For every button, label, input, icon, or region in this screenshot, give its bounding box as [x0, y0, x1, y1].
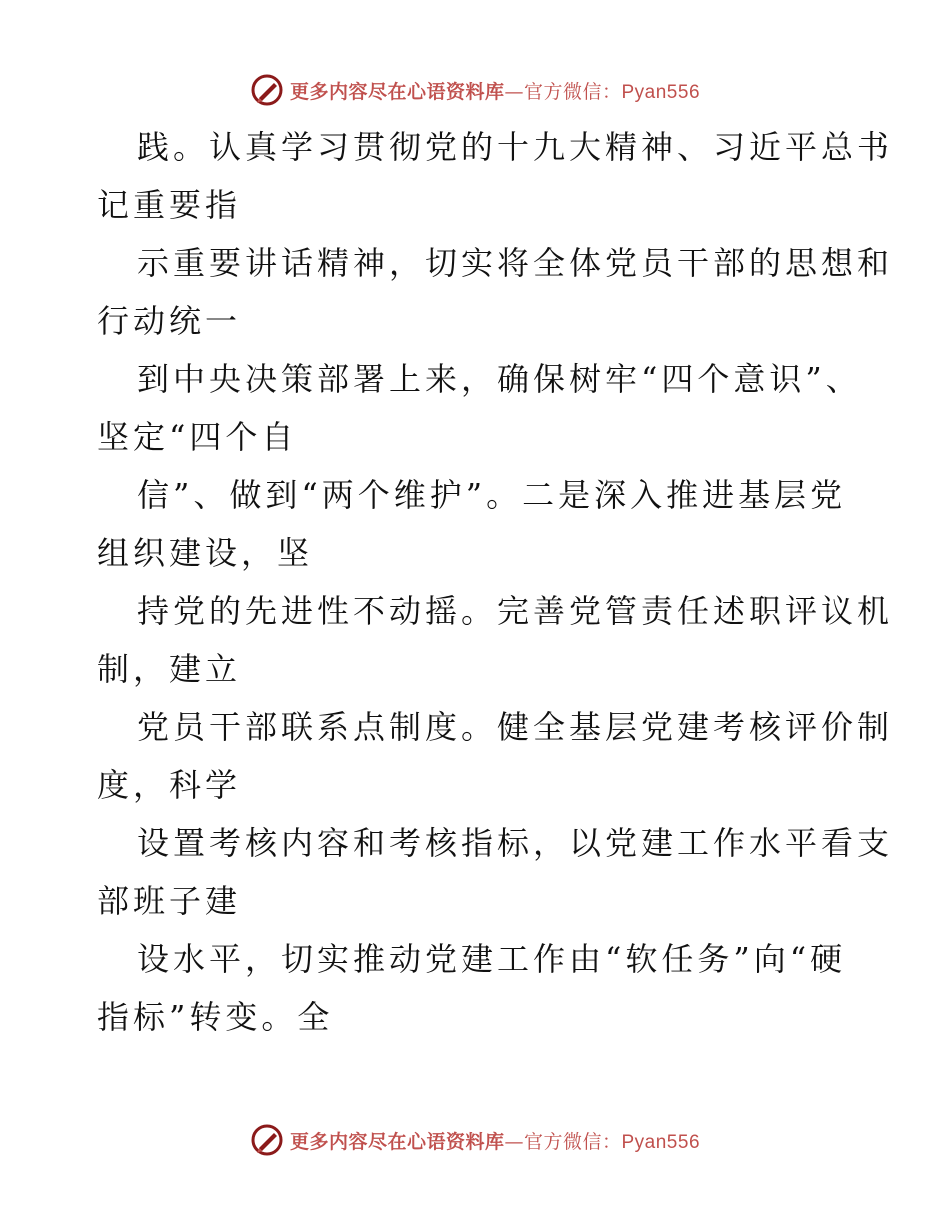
text-line: 信”、做到“两个维护”。二是深入推进基层党 — [137, 476, 847, 514]
watermark-wechat-id: Pyan556 — [621, 1131, 701, 1153]
paragraph — [97, 582, 894, 698]
text-line: 度，科学 — [97, 766, 242, 804]
text-line: 设水平，切实推动党建工作由“软任务”向“硬 — [137, 940, 847, 978]
paragraph — [97, 234, 894, 350]
watermark-text — [290, 1127, 700, 1154]
header-watermark — [0, 70, 950, 110]
pen-logo-icon — [250, 1123, 284, 1157]
document-body — [97, 118, 894, 1046]
text-line: 示重要讲话精神，切实将全体党员干部的思想和 — [137, 244, 894, 282]
text-line: 部班子建 — [97, 882, 242, 920]
footer-watermark — [0, 1120, 950, 1160]
paragraph — [97, 814, 894, 930]
watermark-wechat-label: 官方微信： — [523, 80, 622, 103]
text-line: 践。认真学习贯彻党的十九大精神、习近平总书 — [137, 128, 894, 166]
watermark-main: 更多内容尽在心语资料库 — [289, 80, 505, 103]
text-line: 坚定“四个自 — [97, 418, 298, 456]
watermark-wechat-id: Pyan556 — [621, 81, 701, 103]
text-line: 党员干部联系点制度。健全基层党建考核评价制 — [137, 708, 894, 746]
text-line: 组织建设，坚 — [97, 534, 314, 572]
pen-logo-icon — [250, 73, 284, 107]
paragraph — [97, 930, 857, 1046]
paragraph — [97, 466, 857, 582]
paragraph — [97, 350, 862, 466]
text-line: 指标”转变。全 — [97, 998, 334, 1036]
text-line: 行动统一 — [97, 302, 242, 340]
watermark-text — [290, 77, 700, 104]
watermark-dash: — — [504, 1130, 524, 1153]
text-line: 记重要指 — [97, 186, 242, 224]
text-line: 持党的先进性不动摇。完善党管责任述职评议机 — [137, 592, 894, 630]
watermark-main: 更多内容尽在心语资料库 — [289, 1130, 505, 1153]
text-line: 制，建立 — [97, 650, 242, 688]
watermark-wechat-label: 官方微信： — [523, 1130, 622, 1153]
paragraph — [97, 698, 894, 814]
text-line: 设置考核内容和考核指标，以党建工作水平看支 — [137, 824, 894, 862]
paragraph — [97, 118, 894, 234]
watermark-dash: — — [504, 80, 524, 103]
text-line: 到中央决策部署上来，确保树牢“四个意识”、 — [137, 360, 862, 398]
